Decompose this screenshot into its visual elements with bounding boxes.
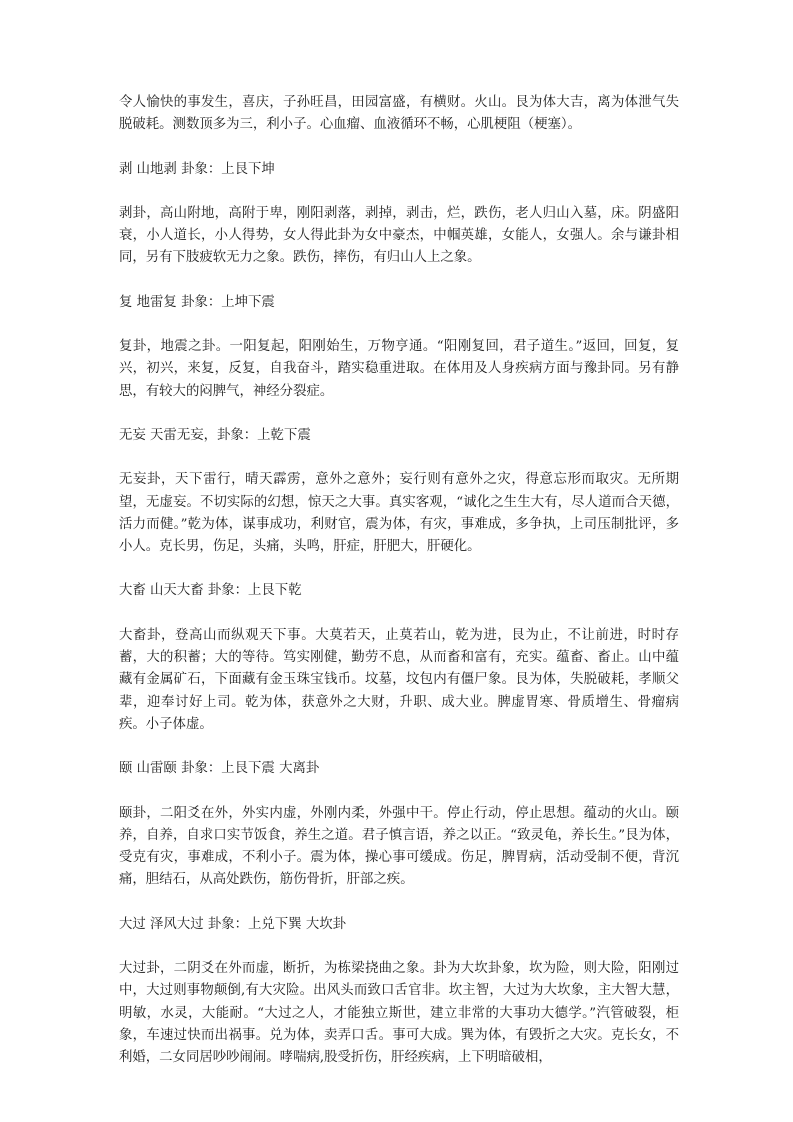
section-heading-wuwang: 无妄 天雷无妄，卦象：上乾下震 xyxy=(119,427,311,443)
section-body-fu: 复卦，地震之卦。一阳复起，阳刚始生，万物亨通。“阳刚复回，君子道生。”返回，回复，复兴，初兴，来复，反复，自我奋斗，踏实稳重进取。在体用及人身疾病方面与豫卦同。另有静思，有较大的闷脾气，神经分裂症。 xyxy=(119,339,679,399)
section-body-yi: 颐卦，二阳爻在外，外实内虚，外刚内柔，外强中干。停止行动，停止思想。蕴动的火山。颐养，自养，自求口实节饭食，养生之道。君子慎言语，养之以正。“致灵龟，养长生。”艮为体，受克有灾，事难成，不利小子。震为体，操心事可缓成。伤足，脾胃病，活动受制不便，背沉痛，胆结石，从高处跌伤，筋伤骨折，肝部之疾。 xyxy=(119,805,679,888)
intro-paragraph: 令人愉快的事发生，喜庆，子孙旺昌，田园富盛，有横财。火山。艮为体大吉，离为体泄气失脱破耗。测数顶多为三，利小子。心血瘤、血液循环不畅，心肌梗阻（梗塞）。 xyxy=(119,95,679,133)
section-body-daguo: 大过卦，二阴爻在外而虚，断折，为栋梁挠曲之象。卦为大坎卦象，坎为险，则大险，阳刚过中，大过则事物颠倒,有大灾险。出风头而致口舌官非。坎主智，大过为大坎象，主大智大慧，明敏，水灵，大能耐。“大过之人，才能独立斯世，建立非常的大事功大德学。”汽管破裂，柜象，车速过快而出祸事。兑为体，卖弄口舌。事可大成。巽为体，有毁折之大灾。克长女，不利婚，二女同居吵吵闹闹。哮喘病,股受折伤，肝经疾病，上下明暗破相， xyxy=(119,961,679,1066)
section-body-daxu: 大畜卦，登高山而纵观天下事。大莫若天，止莫若山，乾为进，艮为止，不让前进，时时存蓄，大的积蓄；大的等待。笃实刚健，勤劳不息，从而畜和富有，充实。蕴畜、畜止。山中蕴藏有金属矿石，下面藏有金玉珠宝钱币。坟墓，坟包内有僵尸象。艮为体，失脱破耗，孝顺父辈，迎奉讨好上司。乾为体，获意外之大财，升职、成大业。脾虚胃寒、骨质增生、骨瘤病疾。小子体虚。 xyxy=(119,627,679,732)
section-body-wuwang: 无妄卦，天下雷行，晴天霹雳，意外之意外；妄行则有意外之灾，得意忘形而取灾。无所期望，无虚妄。不切实际的幻想，惊天之大事。真实客观，“诚化之生生大有，尽人道而合天德，活力而健。”乾为体，谋事成功，利财官，震为体，有灾，事难成，多争执，上司压制批评，多小人。克长男，伤足，头痛，头鸣，肝症，肝肥大，肝硬化。 xyxy=(119,472,679,555)
section-heading-daguo: 大过 泽风大过 卦象：上兑下巽 大坎卦 xyxy=(119,916,347,932)
section-heading-daxu: 大畜 山天大畜 卦象：上艮下乾 xyxy=(119,583,302,599)
section-heading-bo: 剥 山地剥 卦象：上艮下坤 xyxy=(119,161,275,177)
section-heading-fu: 复 地雷复 卦象：上坤下震 xyxy=(119,294,275,310)
document-page xyxy=(119,92,679,1070)
section-heading-yi: 颐 山雷颐 卦象：上艮下震 大离卦 xyxy=(119,761,320,777)
section-body-bo: 剥卦，高山附地，高附于卑，刚阳剥落，剥掉，剥击，烂，跌伤，老人归山入墓，床。阴盛阳衰，小人道长，小人得势，女人得此卦为女中豪杰，中帼英雄，女能人，女强人。余与谦卦相同，另有下肢疲软无力之象。跌伤，摔伤，有归山人上之象。 xyxy=(119,205,679,266)
